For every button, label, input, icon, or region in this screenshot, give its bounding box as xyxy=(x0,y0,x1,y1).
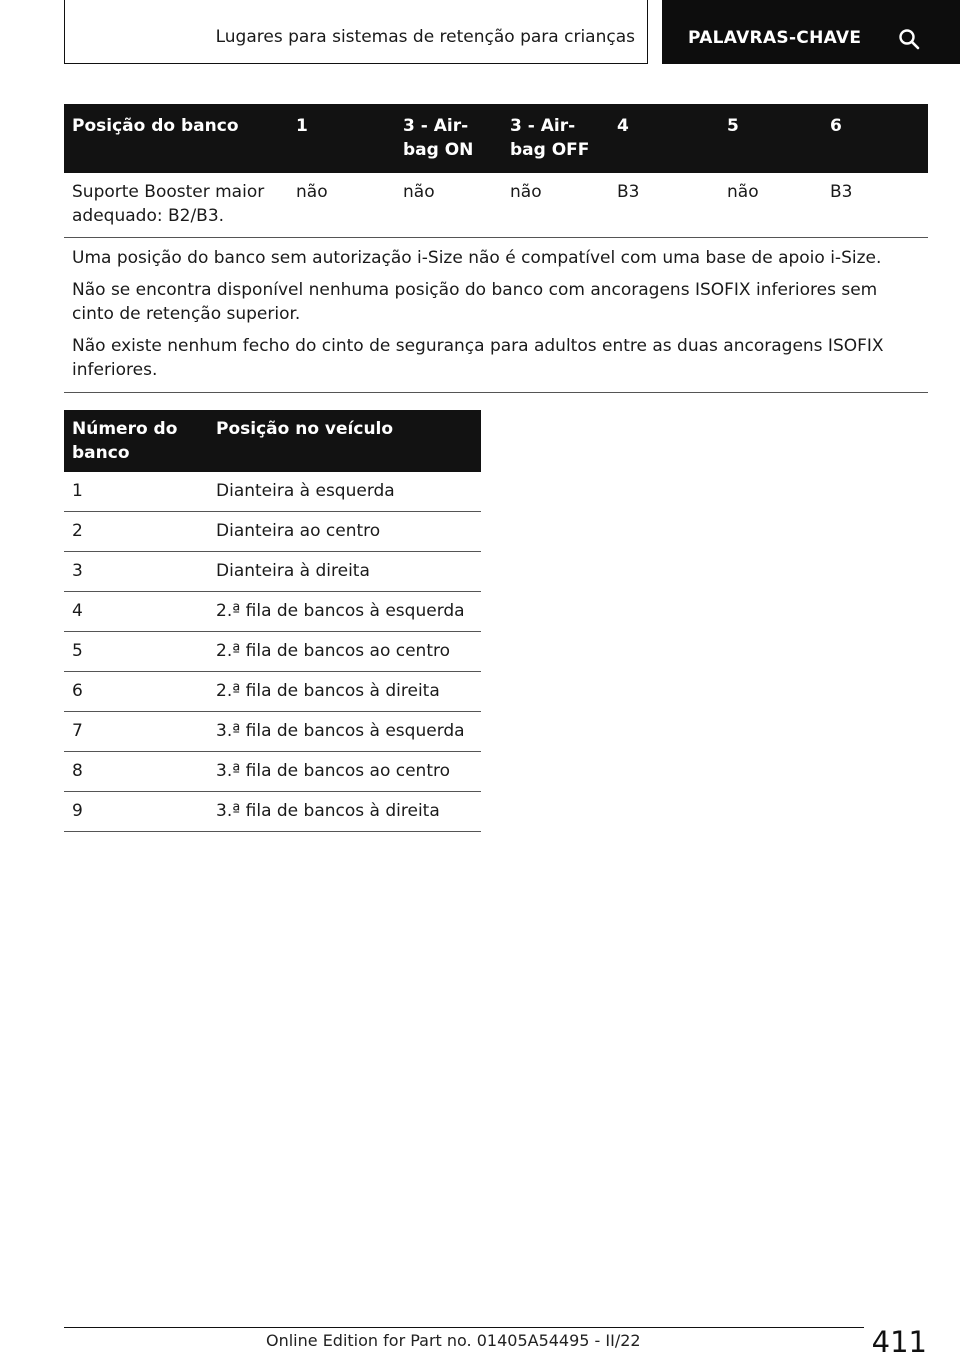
table-cell: B3 xyxy=(609,173,719,238)
table-row xyxy=(64,592,481,632)
table-cell: não xyxy=(719,173,822,238)
table-cell: não xyxy=(395,173,502,238)
seat-number: 6 xyxy=(64,672,208,712)
seat-number-table xyxy=(64,410,481,832)
column-header: 4 xyxy=(609,104,719,173)
table-row xyxy=(64,173,928,238)
seat-number: 2 xyxy=(64,512,208,552)
seat-number: 9 xyxy=(64,792,208,832)
table-note: Uma posição do banco sem autorização i-Size não é compatível com uma base de apoio i-Size. xyxy=(72,248,882,268)
table-note-row xyxy=(64,238,928,275)
table-row xyxy=(64,752,481,792)
column-header: 3 - Air-bag OFF xyxy=(502,104,609,173)
table-cell: B3 xyxy=(822,173,928,238)
seat-position: Dianteira à direita xyxy=(208,552,481,592)
table-row xyxy=(64,632,481,672)
seat-position: 3.ª fila de bancos à direita xyxy=(208,792,481,832)
column-header: Posição do banco xyxy=(64,104,288,173)
table-row xyxy=(64,712,481,752)
table-row xyxy=(64,472,481,512)
chapter-header xyxy=(64,0,648,64)
seat-position: Dianteira à esquerda xyxy=(208,472,481,512)
column-header: 5 xyxy=(719,104,822,173)
table-note-row xyxy=(64,274,928,330)
edition-footer: Online Edition for Part no. 01405A54495 - II/22 xyxy=(266,1331,641,1350)
table-cell: não xyxy=(502,173,609,238)
keywords-label: PALAVRAS-CHAVE xyxy=(688,28,862,48)
table-header-row xyxy=(64,104,928,173)
seat-position: 2.ª fila de bancos à esquerda xyxy=(208,592,481,632)
page-number: 411 xyxy=(871,1325,927,1359)
column-header: 1 xyxy=(288,104,395,173)
chapter-title: Lugares para sistemas de retenção para crianças xyxy=(215,27,635,47)
seat-position: 2.ª fila de bancos à direita xyxy=(208,672,481,712)
seat-compatibility-table xyxy=(64,104,928,393)
table-row xyxy=(64,672,481,712)
column-header: Posição no veículo xyxy=(208,410,481,472)
column-header: Número do banco xyxy=(64,410,208,472)
table-row xyxy=(64,552,481,592)
seat-number: 3 xyxy=(64,552,208,592)
table-row xyxy=(64,512,481,552)
column-header: 3 - Air-bag ON xyxy=(395,104,502,173)
seat-number: 8 xyxy=(64,752,208,792)
seat-position: 2.ª fila de bancos ao centro xyxy=(208,632,481,672)
keywords-button[interactable] xyxy=(662,0,960,64)
table-note: Não existe nenhum fecho do cinto de segurança para adultos entre as duas ancoragens ISOFIX inferiores. xyxy=(64,330,928,393)
search-icon xyxy=(898,28,920,50)
seat-position: 3.ª fila de bancos ao centro xyxy=(208,752,481,792)
table-cell: não xyxy=(288,173,395,238)
table-note-row xyxy=(64,330,928,393)
table-header-row xyxy=(64,410,481,472)
footer-divider xyxy=(64,1327,864,1328)
seat-number: 1 xyxy=(64,472,208,512)
seat-position: 3.ª fila de bancos à esquerda xyxy=(208,712,481,752)
table-note: Não se encontra disponível nenhuma posição do banco com ancoragens ISOFIX inferiores sem cinto de retenção superior. xyxy=(72,280,878,324)
seat-number: 7 xyxy=(64,712,208,752)
table-cell: Suporte Booster maior adequado: B2/B3. xyxy=(64,173,288,238)
seat-number: 4 xyxy=(64,592,208,632)
seat-number: 5 xyxy=(64,632,208,672)
column-header: 6 xyxy=(822,104,928,173)
table-row xyxy=(64,792,481,832)
seat-position: Dianteira ao centro xyxy=(208,512,481,552)
